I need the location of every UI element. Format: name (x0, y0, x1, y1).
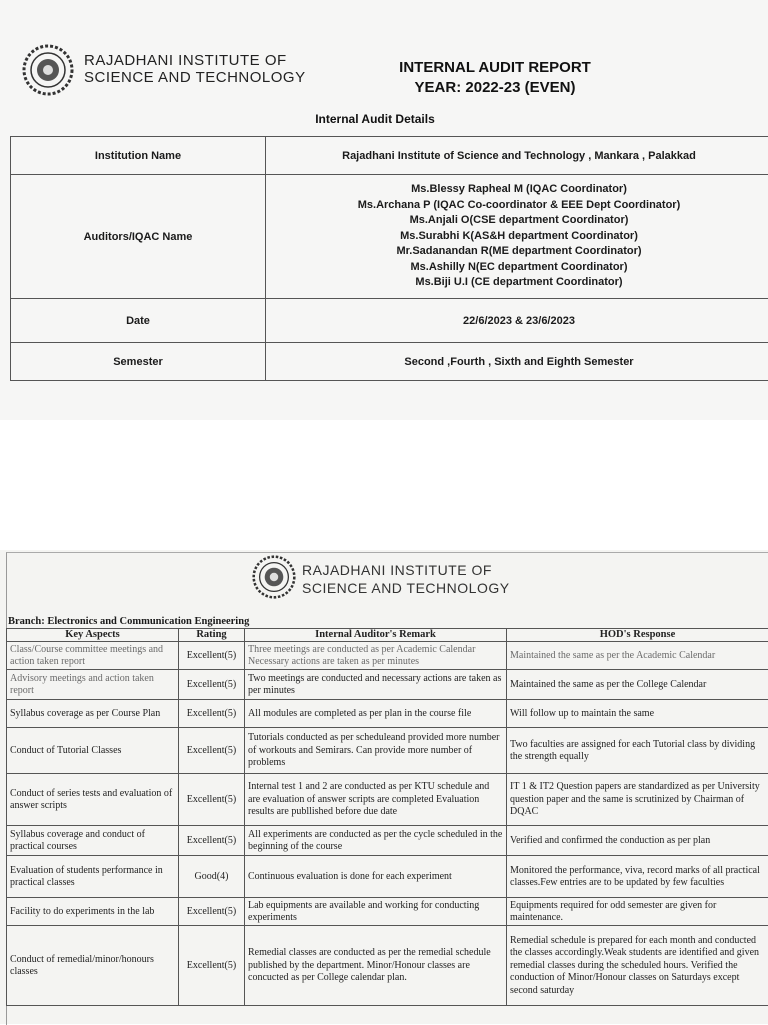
cell-response: IT 1 & IT2 Question papers are standardized as per University question paper and the same is scrutinized by Chairman of DQAC (507, 774, 768, 826)
cell-response: Will follow up to maintain the same (507, 700, 768, 728)
table-row (7, 826, 768, 856)
institution-label: Institution Name (11, 137, 266, 175)
table-row (7, 926, 768, 1006)
cell-rating: Excellent(5) (179, 774, 245, 826)
auditor-name: Ms.Biji U.I (CE department Coordinator) (270, 275, 768, 291)
page-gap (0, 420, 768, 550)
institution-row (11, 137, 768, 175)
semester-row (11, 343, 768, 381)
institute-seal-icon (22, 44, 74, 96)
table-row (7, 728, 768, 774)
audit-details-table (10, 136, 768, 381)
auditor-name: Ms.Ashilly N(EC department Coordinator) (270, 260, 768, 276)
cell-rating: Excellent(5) (179, 670, 245, 700)
cell-remark: Three meetings are conducted as per Academic Calendar Necessary actions are taken as per minutes (245, 642, 507, 670)
institute-seal-icon (252, 555, 296, 599)
institute-name-line2: SCIENCE AND TECHNOLOGY (302, 579, 510, 597)
cell-response: Maintained the same as per the Academic Calendar (507, 642, 768, 670)
report-year: YEAR: 2022-23 (EVEN) (390, 78, 600, 98)
cell-rating: Excellent(5) (179, 826, 245, 856)
branch-heading: Branch: Electronics and Communication Engineering (8, 616, 249, 627)
table-header-row (7, 629, 768, 642)
cell-remark: All experiments are conducted as per the cycle scheduled in the beginning of the course (245, 826, 507, 856)
auditor-name: Ms.Blessy Rapheal M (IQAC Coordinator) (270, 182, 768, 198)
report-page-2 (0, 550, 768, 1024)
institute-name-line1: RAJADHANI INSTITUTE OF (302, 561, 510, 579)
cell-remark: Remedial classes are conducted as per the remedial schedule published by the department. Minor/Honour classes are concucted as per College calendar plan. (245, 926, 507, 1006)
report-title-line1: INTERNAL AUDIT REPORT (390, 58, 600, 78)
cell-aspect: Class/Course committee meetings and action taken report (7, 642, 179, 670)
audit-findings-table (6, 628, 768, 1006)
cell-aspect: Evaluation of students performance in practical classes (7, 856, 179, 898)
cell-aspect: Syllabus coverage as per Course Plan (7, 700, 179, 728)
table-row (7, 642, 768, 670)
cell-rating: Excellent(5) (179, 926, 245, 1006)
cell-aspect: Syllabus coverage and conduct of practical courses (7, 826, 179, 856)
cell-response: Maintained the same as per the College Calendar (507, 670, 768, 700)
cell-rating: Good(4) (179, 856, 245, 898)
cell-response: Remedial schedule is prepared for each month and conducted the classes accordingly.Weak students are identified and given remedial classes during the scheduled hours. Verified the conduction of Minor/Honour classes on Saturdays except second saturday (507, 926, 768, 1006)
cell-remark: Tutorials conducted as per scheduleand provided more number of workouts and Semirars. Can provide more number of problems (245, 728, 507, 774)
cell-aspect: Conduct of remedial/minor/honours classes (7, 926, 179, 1006)
cell-remark: Continuous evaluation is done for each experiment (245, 856, 507, 898)
cell-rating: Excellent(5) (179, 728, 245, 774)
date-row (11, 299, 768, 343)
header-rating: Rating (179, 629, 245, 642)
cell-remark: Lab equipments are available and working for conducting experiments (245, 898, 507, 926)
cell-rating: Excellent(5) (179, 898, 245, 926)
cell-rating: Excellent(5) (179, 642, 245, 670)
institute-name-line2: SCIENCE AND TECHNOLOGY (84, 69, 306, 86)
semester-label: Semester (11, 343, 266, 381)
report-page-1 (0, 0, 768, 420)
table-row (7, 700, 768, 728)
cell-aspect: Advisory meetings and action taken report (7, 670, 179, 700)
header-response: HOD's Response (507, 629, 768, 642)
table-row (7, 774, 768, 826)
institute-name-line1: RAJADHANI INSTITUTE OF (84, 52, 306, 69)
table-row (7, 856, 768, 898)
details-caption: Internal Audit Details (300, 112, 450, 126)
cell-remark: Two meetings are conducted and necessary actions are taken as per minutes (245, 670, 507, 700)
cell-remark: Internal test 1 and 2 are conducted as per KTU schedule and are evaluation of answer scripts are completed Evaluation results are publlished before due date (245, 774, 507, 826)
table-row (7, 898, 768, 926)
institution-value: Rajadhani Institute of Science and Technology , Mankara , Palakkad (266, 137, 768, 175)
auditors-row (11, 175, 768, 299)
auditor-name: Ms.Archana P (IQAC Co-coordinator & EEE Dept Coordinator) (270, 198, 768, 214)
auditor-name: Ms.Surabhi K(AS&H department Coordinator) (270, 229, 768, 245)
cell-aspect: Facility to do experiments in the lab (7, 898, 179, 926)
auditors-label: Auditors/IQAC Name (11, 175, 266, 299)
auditor-name: Mr.Sadanandan R(ME department Coordinator) (270, 244, 768, 260)
cell-aspect: Conduct of Tutorial Classes (7, 728, 179, 774)
date-value: 22/6/2023 & 23/6/2023 (266, 299, 768, 343)
semester-value: Second ,Fourth , Sixth and Eighth Semester (266, 343, 768, 381)
report-title (390, 58, 600, 98)
cell-response: Equipments required for odd semester are given for maintenance. (507, 898, 768, 926)
institute-name (302, 561, 510, 597)
cell-remark: All modules are completed as per plan in the course file (245, 700, 507, 728)
cell-rating: Excellent(5) (179, 700, 245, 728)
cell-response: Two faculties are assigned for each Tutorial class by dividing the strength equally (507, 728, 768, 774)
auditors-list (266, 175, 768, 299)
header-remark: Internal Auditor's Remark (245, 629, 507, 642)
cell-response: Verified and confirmed the conduction as per plan (507, 826, 768, 856)
institute-name (84, 52, 306, 86)
cell-aspect: Conduct of series tests and evaluation of answer scripts (7, 774, 179, 826)
auditor-name: Ms.Anjali O(CSE department Coordinator) (270, 213, 768, 229)
header-key-aspects: Key Aspects (7, 629, 179, 642)
table-row (7, 670, 768, 700)
cell-response: Monitored the performance, viva, record marks of all practical classes.Few entries are to be updated by few faculties (507, 856, 768, 898)
date-label: Date (11, 299, 266, 343)
